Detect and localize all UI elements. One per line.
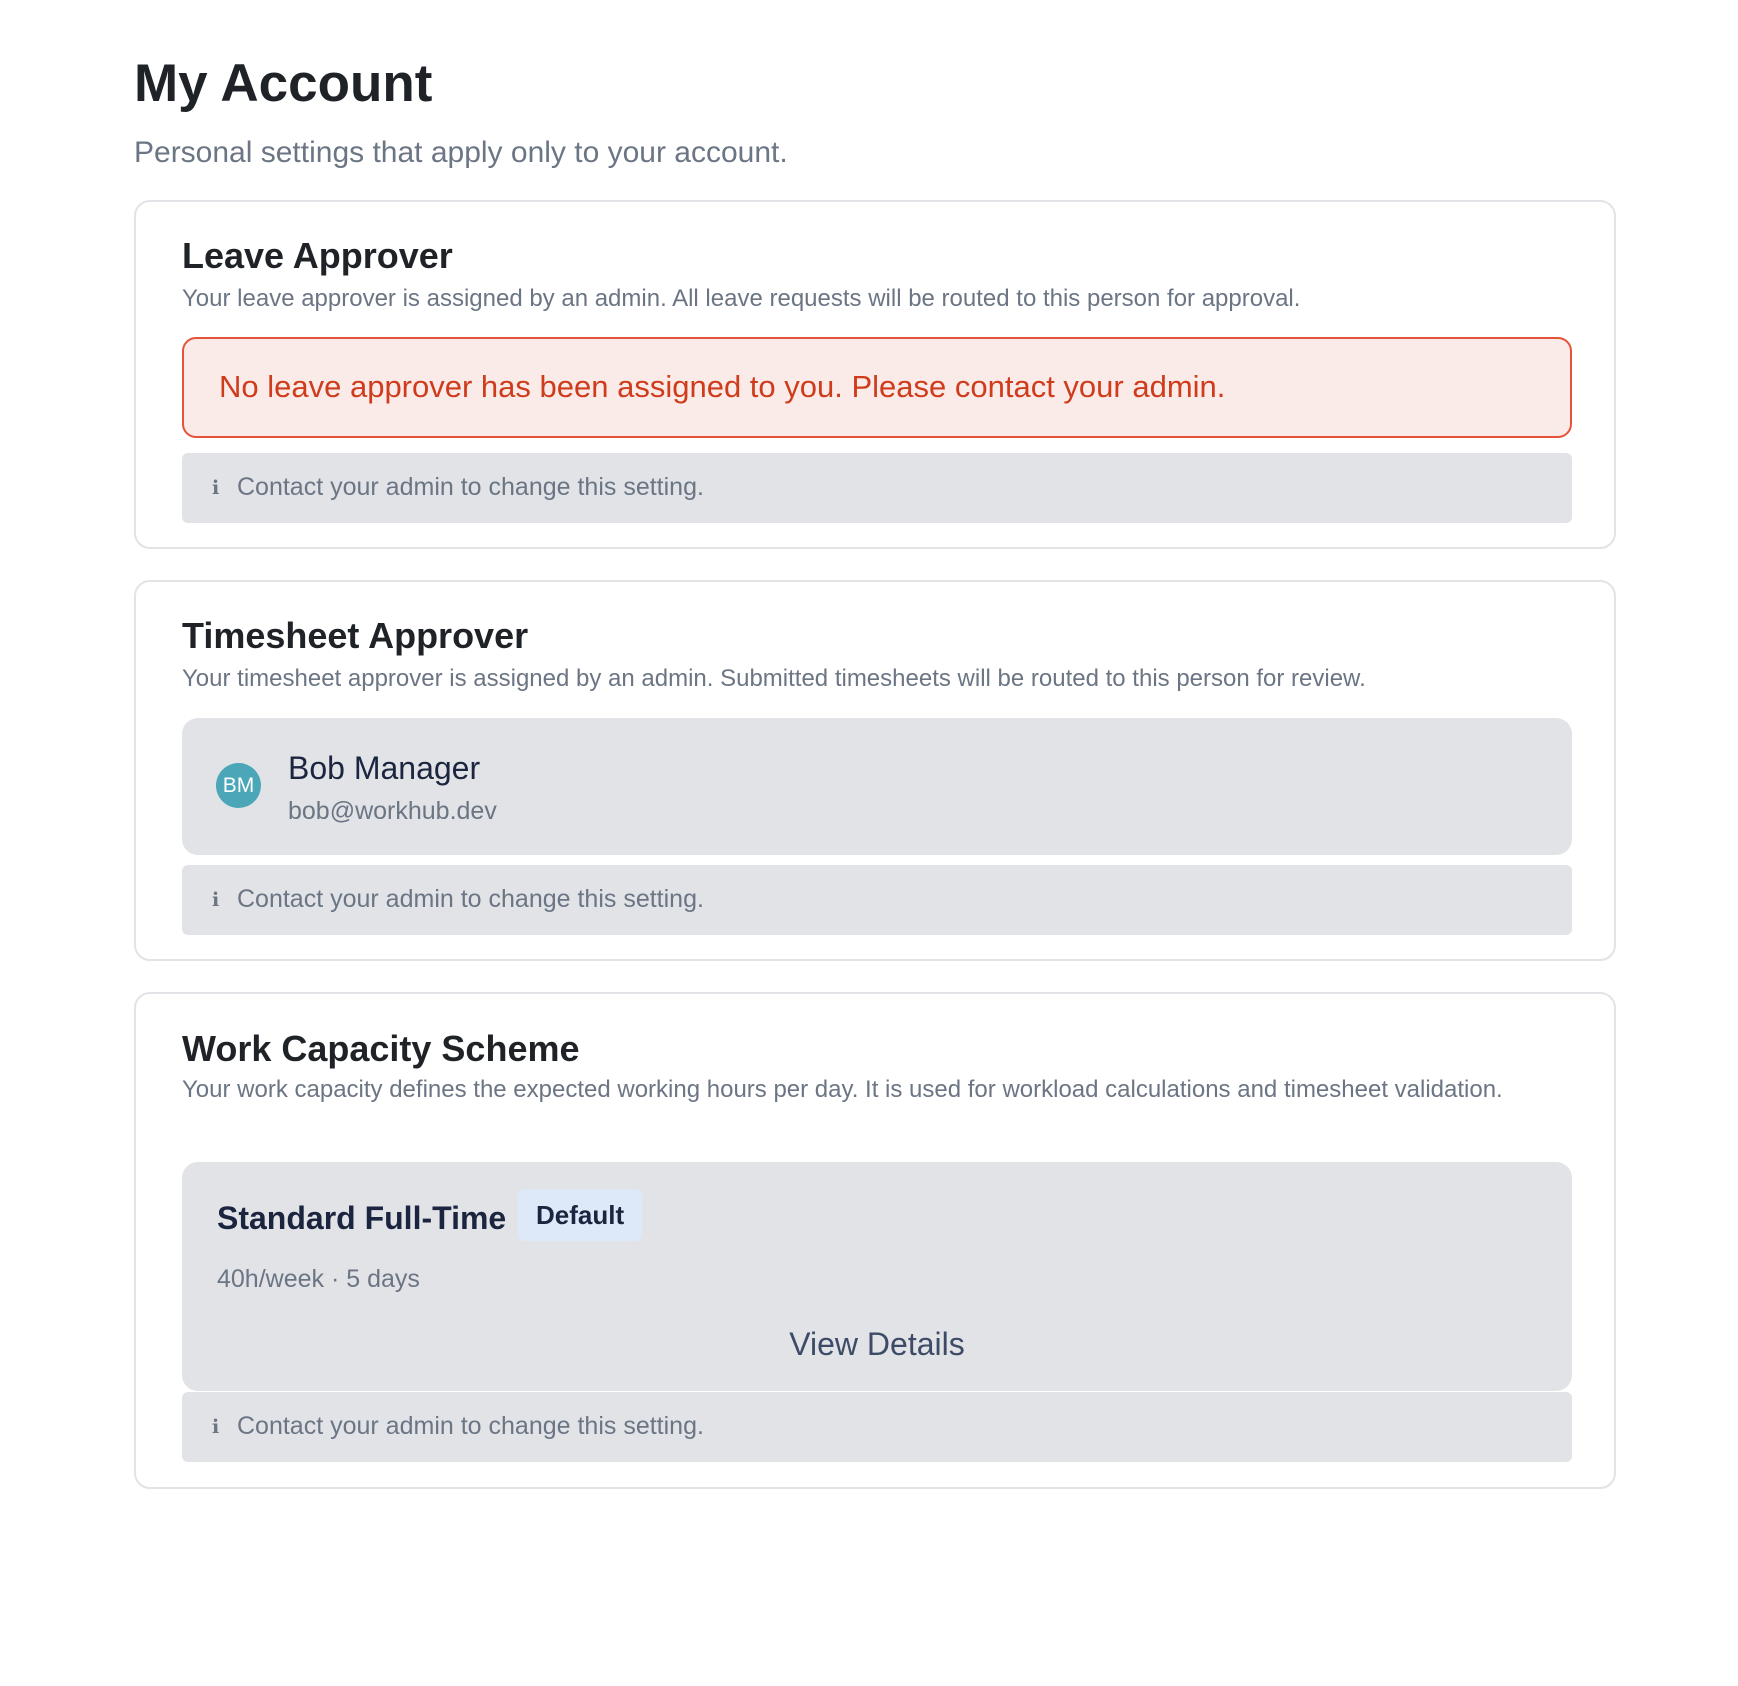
info-icon: i bbox=[212, 1416, 220, 1438]
view-details-button[interactable]: View Details bbox=[789, 1326, 965, 1362]
work-capacity-title: Work Capacity Scheme bbox=[182, 1028, 580, 1069]
work-capacity-card bbox=[134, 992, 1616, 1489]
scheme-name: Standard Full-Time bbox=[217, 1200, 507, 1236]
leave-approver-title: Leave Approver bbox=[182, 235, 453, 276]
approver-info bbox=[182, 718, 1572, 855]
avatar: BM bbox=[216, 763, 261, 808]
capacity-scheme-box bbox=[182, 1162, 1572, 1391]
admin-notice bbox=[182, 865, 1572, 935]
timesheet-approver-card bbox=[134, 580, 1616, 961]
admin-notice-text: Contact your admin to change this setting. bbox=[237, 473, 704, 501]
default-badge: Default bbox=[518, 1189, 642, 1241]
alert-text: No leave approver has been assigned to you. Please contact your admin. bbox=[219, 369, 1226, 404]
admin-notice-text: Contact your admin to change this setting. bbox=[237, 1412, 704, 1440]
leave-approver-card bbox=[134, 200, 1616, 549]
leave-approver-description: Your leave approver is assigned by an admin. All leave requests will be routed to this person for approval. bbox=[182, 285, 1301, 312]
work-capacity-description: Your work capacity defines the expected working hours per day. It is used for workload calculations and timesheet validation. bbox=[182, 1076, 1503, 1103]
scheme-meta: 40h/week · 5 days bbox=[217, 1265, 420, 1293]
info-icon: i bbox=[212, 477, 220, 499]
timesheet-approver-title: Timesheet Approver bbox=[182, 615, 529, 656]
timesheet-approver-description: Your timesheet approver is assigned by an admin. Submitted timesheets will be routed to this person for review. bbox=[182, 665, 1366, 692]
no-approver-alert bbox=[182, 337, 1572, 438]
page-subtitle: Personal settings that apply only to your account. bbox=[134, 136, 788, 169]
admin-notice bbox=[182, 453, 1572, 523]
page-title: My Account bbox=[134, 54, 433, 113]
approver-name: Bob Manager bbox=[288, 750, 481, 786]
info-icon: i bbox=[212, 889, 220, 911]
admin-notice bbox=[182, 1392, 1572, 1462]
admin-notice-text: Contact your admin to change this setting. bbox=[237, 885, 704, 913]
approver-email: bob@workhub.dev bbox=[288, 797, 497, 825]
